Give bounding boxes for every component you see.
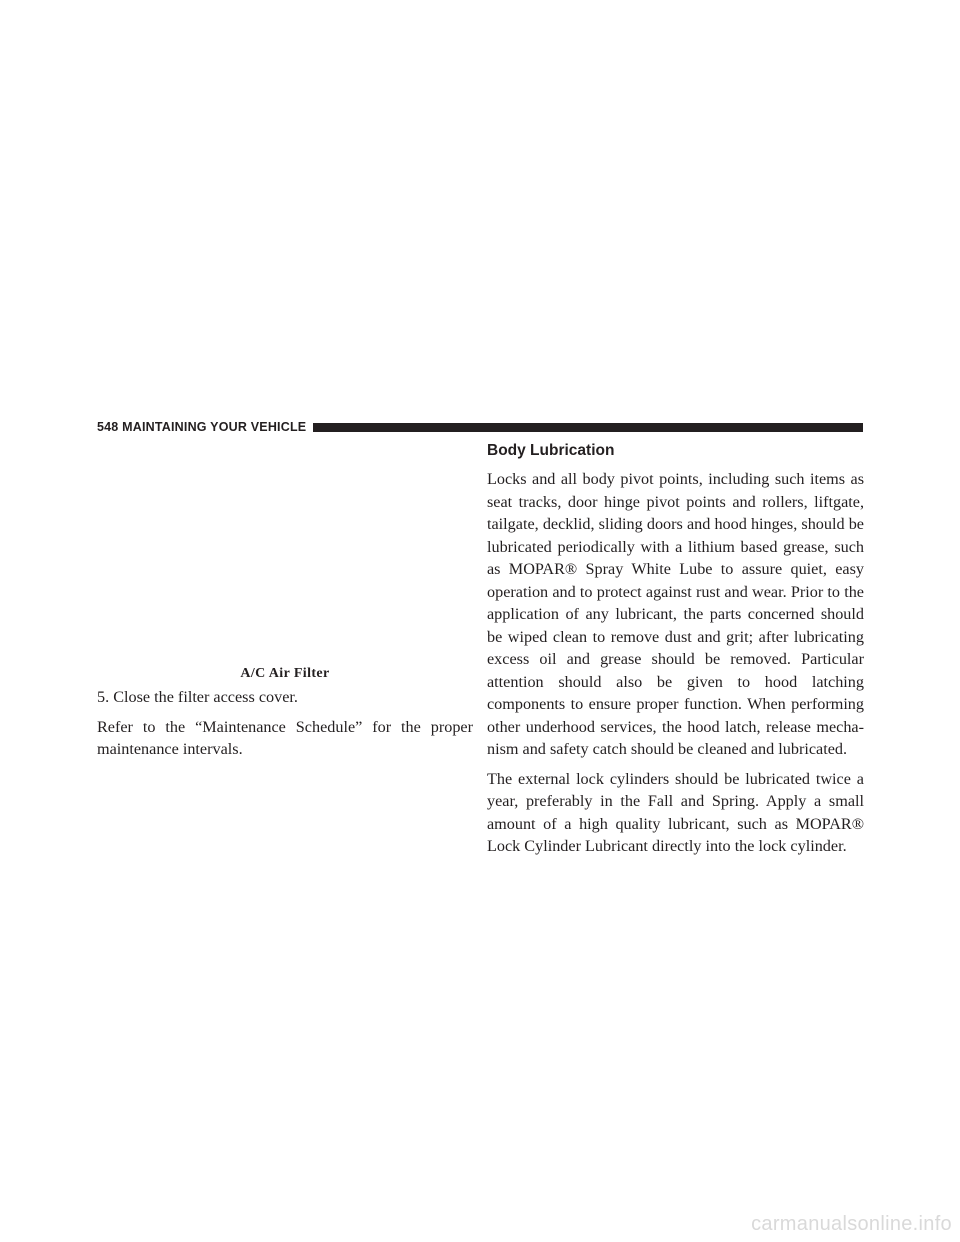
header-rule bbox=[313, 423, 863, 432]
lock-cylinder-paragraph: The external lock cylinders should be lubricated twice a year, preferably in the Fall and Spring. Apply a small amount of a high quality lubricant, such as MOPAR® Lock Cylinder Lubricant directly into the lock cylinder. bbox=[487, 769, 864, 855]
body-lubrication-paragraph: Locks and all body pivot points, including such items as seat tracks, door hinge pivot points and rollers, liftgate, tailgate, decklid, sliding doors and hood hinges, should be lubricated periodically with a lithium based grease, such as MOPAR® Spray White Lube to assure quiet, easy operation and to protect against rust and wear. Prior to the application of any lubricant, the parts concerned should be wiped clean to remove dust and grit; after lubricating excess oil and grease should be removed. Particular attention should also be given to hood latching components to ensure proper function. When performing other underhood services, the hood latch, release mecha-nism and safety catch should be cleaned and lubricated. bbox=[487, 470, 864, 758]
figure-caption: A/C Air Filter bbox=[240, 666, 330, 681]
right-column bbox=[487, 441, 864, 858]
watermark: carmanualsonline.info bbox=[751, 1213, 952, 1235]
left-column bbox=[97, 441, 473, 761]
figure-placeholder bbox=[97, 441, 473, 681]
maintenance-schedule-reference: Refer to the “Maintenance Schedule” for the proper maintenance intervals. bbox=[97, 717, 473, 758]
page-number-section-label: 548 MAINTAINING YOUR VEHICLE bbox=[97, 420, 307, 434]
step-5-text: 5. Close the filter access cover. bbox=[97, 688, 298, 706]
page-header bbox=[97, 419, 863, 435]
section-heading: Body Lubrication bbox=[487, 442, 615, 459]
